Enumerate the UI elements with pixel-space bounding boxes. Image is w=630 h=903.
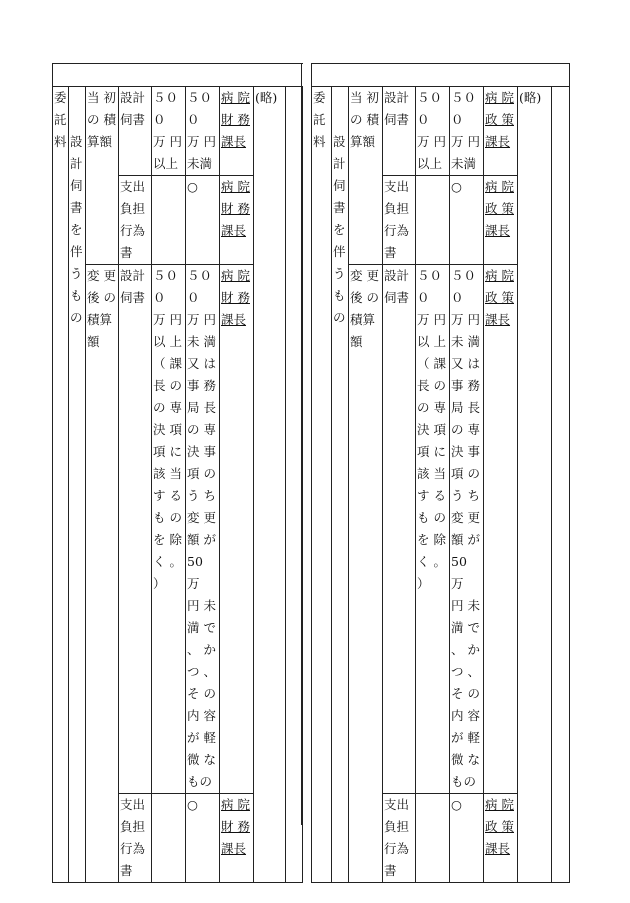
below-threshold-cell: ○ [186,794,220,883]
document-cell: 設計 伺書 [383,265,416,794]
below-threshold-cell: ５００ 万 円 未 満 又 は 事 務 局 長 の 専 決 事 項 の う ち 変 更 額 が 50 万 円 未 満 で 、 か つ 、 そ の 内 容 が 軽 微 な もの [450,265,484,794]
document-cell: 設計 伺書 [119,265,152,794]
document-cell: 設計 伺書 [119,87,152,176]
above-threshold-cell [152,176,186,265]
approver-cell: 病 院 財 務 課長 [220,87,254,176]
document-cell: 支出 負担 行為 書 [383,794,416,883]
spacer-cell [552,87,570,883]
spacer-cell [286,87,303,883]
above-threshold-cell: ５００ 万 円 以 上 （ 課 長 の の 専 決 項 項 に 該 当 す る も の を 除 く 。 ） [416,265,450,794]
amount-label-cell: 変 更 後 の 積算 額 [349,265,383,883]
comparison-table-right [311,63,570,883]
subcategory-cell: 設 計 伺 書 を 伴 う も の [332,87,349,883]
approver-cell: 病 院 政 策 課長 [484,265,518,794]
above-threshold-cell: ５００ 万 円 以上 [416,87,450,176]
below-threshold-cell: ○ [186,176,220,265]
category-cell: 委 託 料 [312,87,332,883]
above-threshold-cell [416,176,450,265]
below-threshold-cell: ５００ 万 円 未満 [186,87,220,176]
above-threshold-cell: ５００ 万 円 以 上 （ 課 長 の の 専 決 項 項 に 該 当 す る も の を 除 く 。 ） [152,265,186,794]
below-threshold-cell: ５００ 万 円 未 満 又 は 事 務 局 長 の 専 決 事 項 の う ち 変 更 額 が 50 万 円 未 満 で 、 か つ 、 そ の 内 容 が 軽 微 な もの [186,265,220,794]
table-header-row [53,64,303,87]
note-cell: (略) [254,87,286,883]
approver-cell: 病 院 政 策 課長 [484,87,518,176]
subcategory-cell: 設 計 伺 書 を 伴 う も の [69,87,86,883]
document-cell: 支出 負担 行為 書 [383,176,416,265]
approver-cell: 病 院 財 務 課長 [220,265,254,794]
header-blank [312,64,570,87]
document-cell: 支出 負担 行為 書 [119,176,152,265]
approver-cell: 病 院 財 務 課長 [220,176,254,265]
comparison-table-left [52,63,303,883]
amount-label-cell: 当 初 の 積 算額 [349,87,383,265]
table-header-row [312,64,570,87]
below-threshold-cell: ○ [450,794,484,883]
approver-cell: 病 院 政 策 課長 [484,176,518,265]
table-row [312,87,570,176]
above-threshold-cell [152,794,186,883]
amount-label-cell: 当 初 の 積 算額 [86,87,119,265]
header-blank [53,64,303,87]
amount-label-cell: 変 更 後 の 積算 額 [86,265,119,883]
category-cell: 委 託 料 [53,87,69,883]
below-threshold-cell: ○ [450,176,484,265]
document-cell: 支出 負担 行為 書 [119,794,152,883]
above-threshold-cell [416,794,450,883]
above-threshold-cell: ５００ 万 円 以上 [152,87,186,176]
note-cell: (略) [518,87,552,883]
approver-cell: 病 院 財 務 課長 [220,794,254,883]
document-cell: 設計 伺書 [383,87,416,176]
table-row [53,87,303,176]
below-threshold-cell: ５００ 万 円 未満 [450,87,484,176]
approver-cell: 病 院 政 策 課長 [484,794,518,883]
